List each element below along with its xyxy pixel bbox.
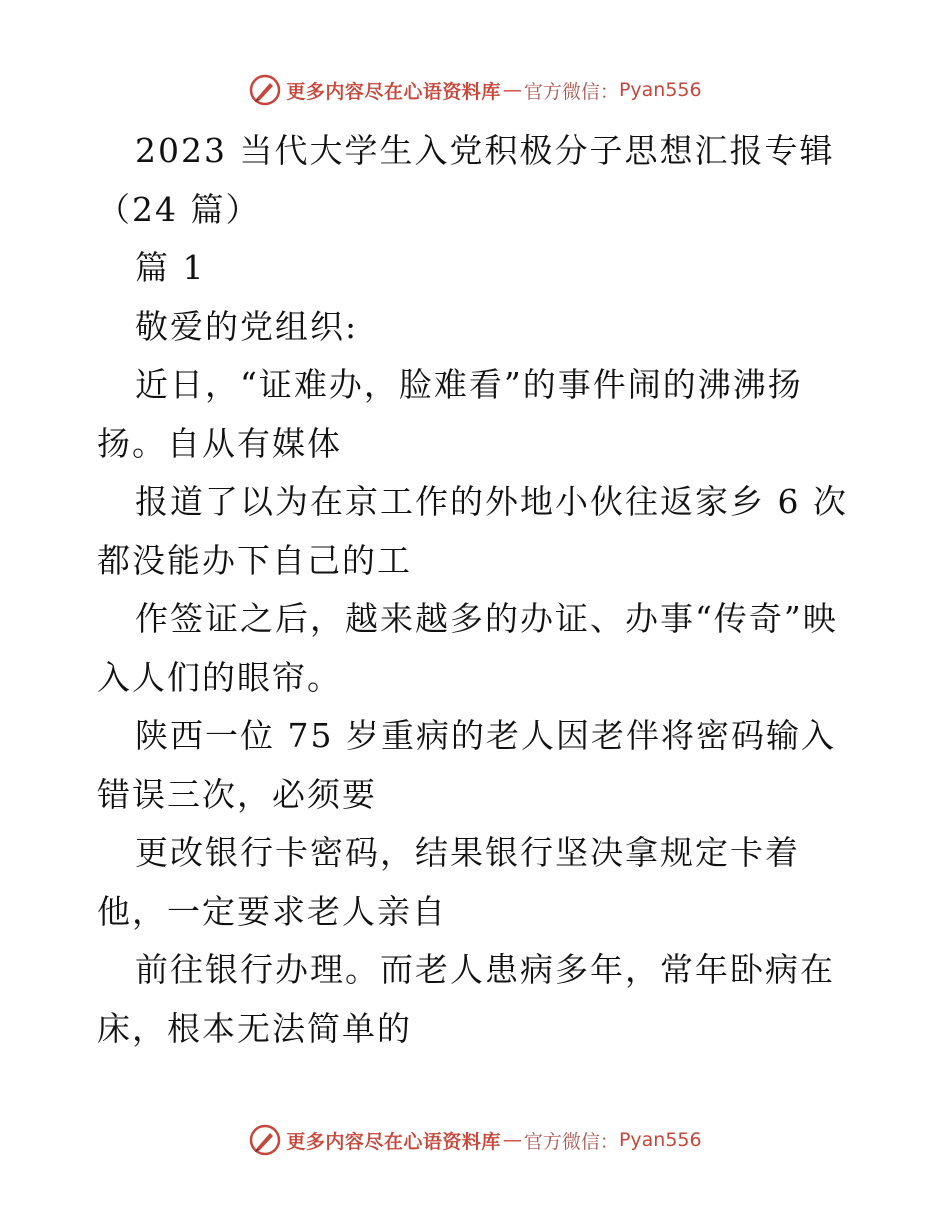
watermark-banner-top — [0, 70, 950, 110]
pen-logo-icon — [248, 1123, 282, 1157]
paragraph: 陕西一位 75 岁重病的老人因老伴将密码输入错误三次，必须要 — [97, 716, 836, 814]
watermark-wechat-id: Pyan556 — [618, 1129, 702, 1151]
section-heading: 篇 1 — [135, 248, 206, 287]
pen-logo-icon — [248, 73, 282, 107]
salutation: 敬爱的党组织: — [135, 306, 359, 346]
watermark-wechat-label: 官方微信： — [523, 80, 619, 103]
watermark-brand-text: 更多内容尽在心语资料库 — [286, 1130, 501, 1153]
paragraph: 近日，“证难办，脸难看”的事件闹的沸沸扬扬。自从有媒体 — [97, 365, 803, 463]
paragraph: 前往银行办理。而老人患病多年，常年卧病在床，根本无法简单的 — [97, 950, 835, 1048]
watermark-wechat-label: 官方微信： — [523, 1130, 619, 1153]
watermark-banner-bottom — [0, 1120, 950, 1160]
watermark-separator: — — [502, 1129, 522, 1151]
paragraph: 报道了以为在京工作的外地小伙往返家乡 6 次都没能办下自己的工 — [97, 482, 848, 580]
watermark-wechat-id: Pyan556 — [618, 79, 702, 101]
paragraph: 更改银行卡密码，结果银行坚决拿规定卡着他，一定要求老人亲自 — [97, 833, 800, 931]
document-title: 2023 当代大学生入党积极分子思想汇报专辑（24 篇） — [97, 131, 835, 229]
watermark-separator: — — [502, 79, 522, 101]
watermark-brand-text: 更多内容尽在心语资料库 — [286, 80, 501, 103]
paragraph: 作签证之后，越来越多的办证、办事“传奇”映入人们的眼帘。 — [97, 599, 838, 697]
document-body — [97, 122, 857, 1058]
